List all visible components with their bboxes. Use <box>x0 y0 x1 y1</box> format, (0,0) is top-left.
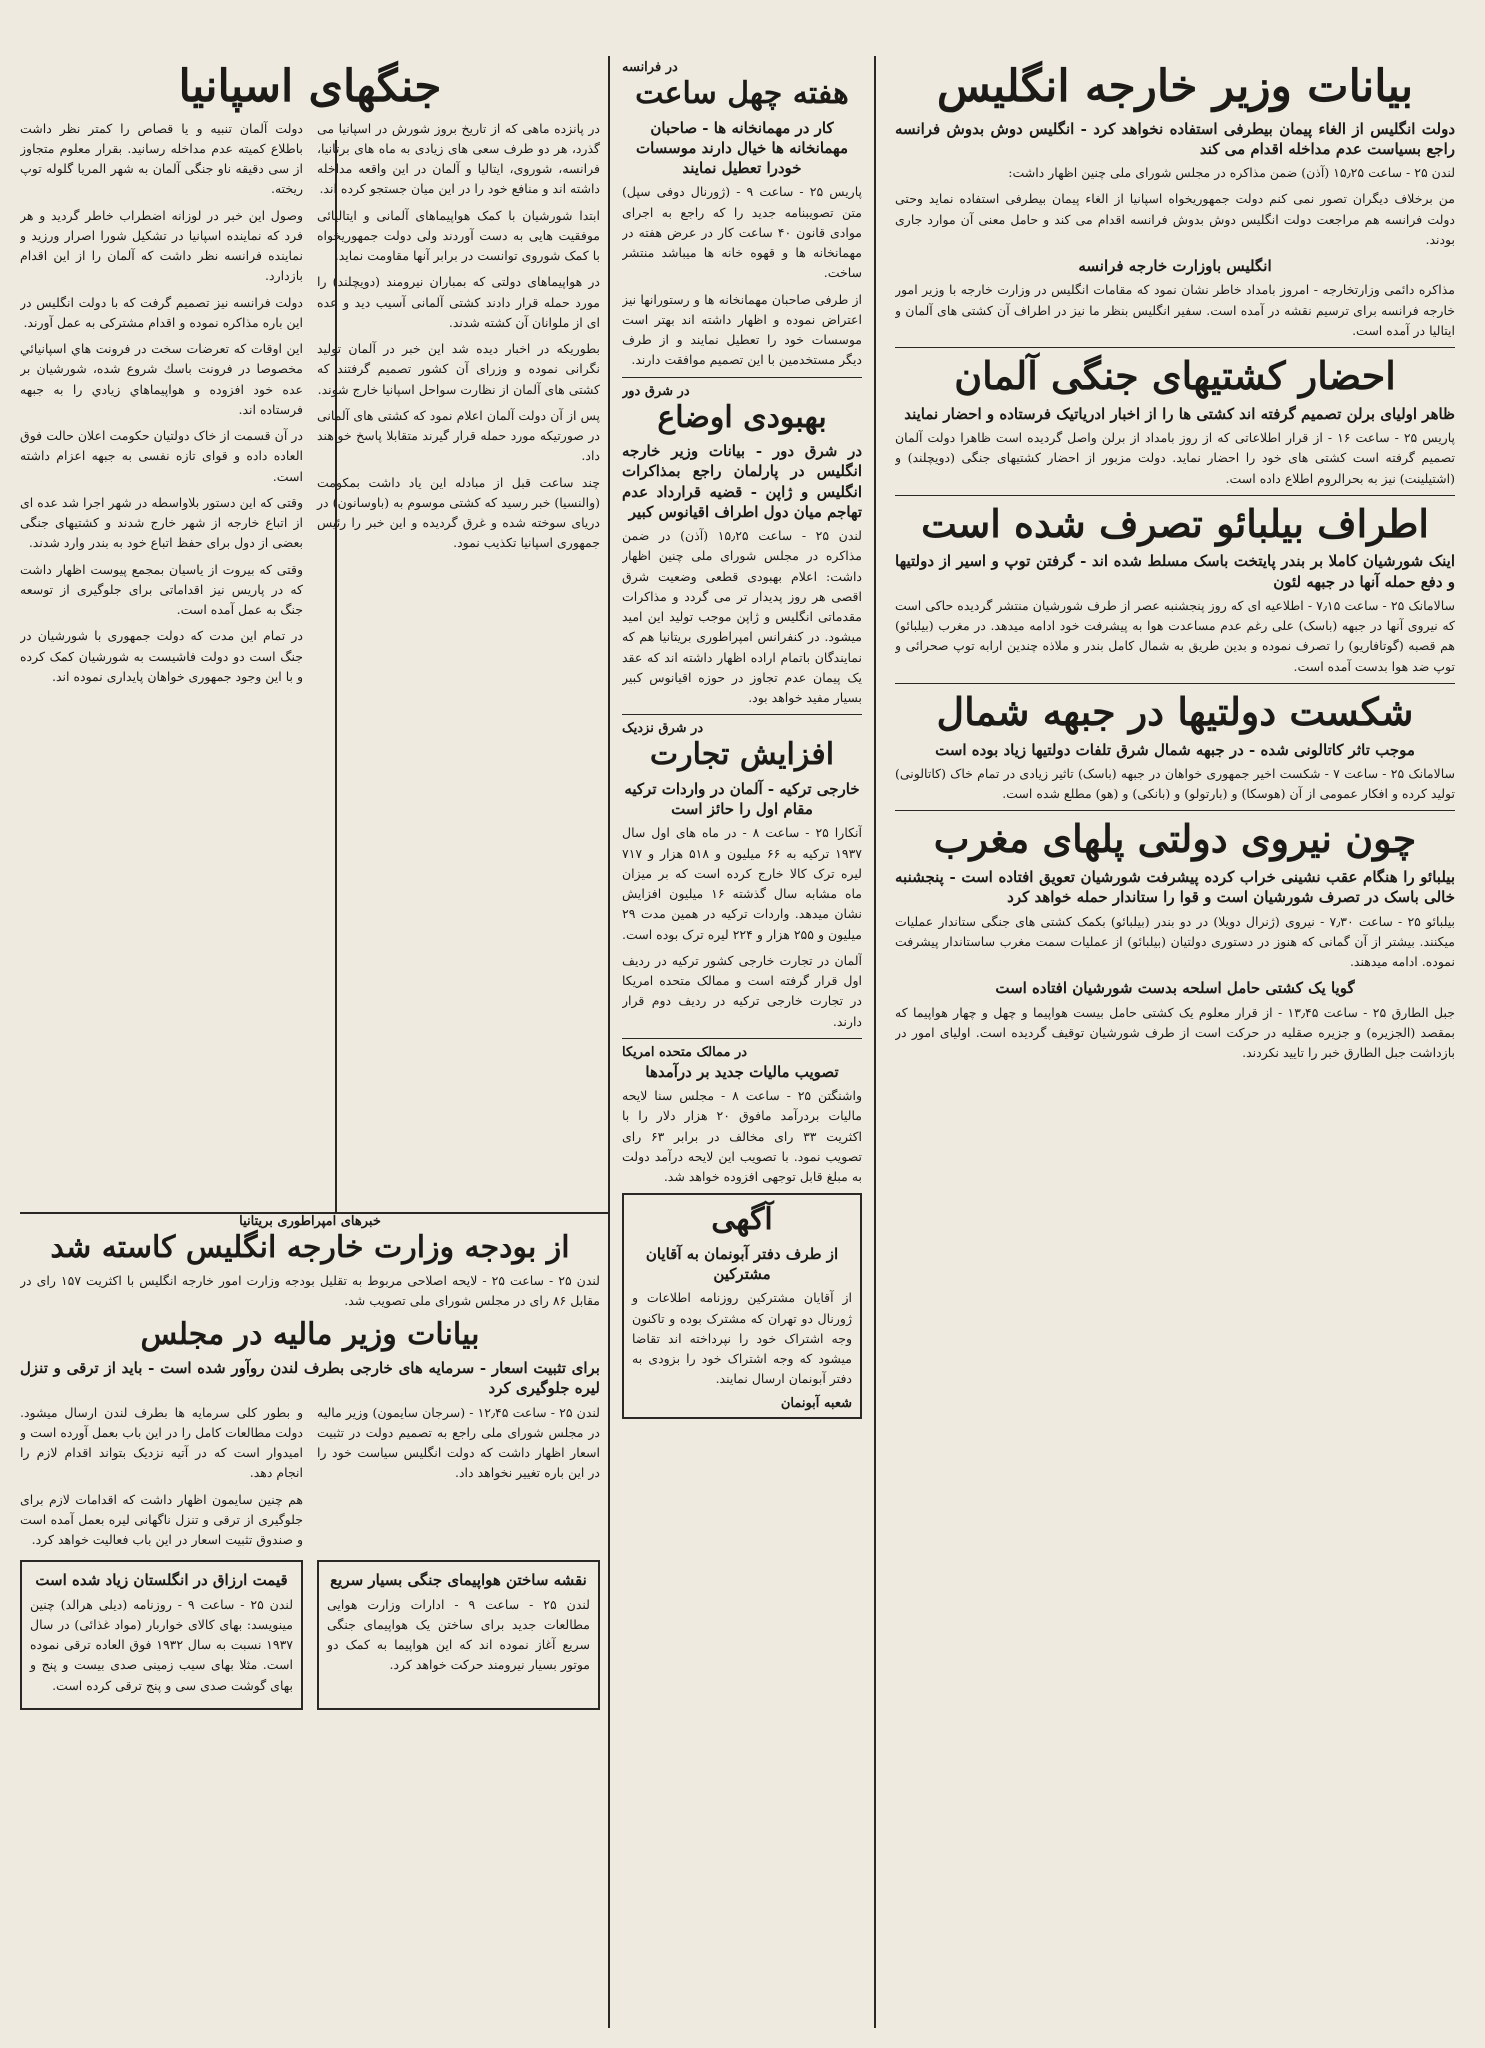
article-paragraph: لندن ۲۵ - ساعت ۱۵٫۲۵ (آذن) ضمن مذاکره در مجلس شورای ملی چنین اظهار داشت: <box>1008 165 1455 181</box>
finance-body <box>20 1403 600 1557</box>
article-paragraph: وقتی که این دستور بلاواسطه در شهر اجرا شد عده ای از اتباع خارجه از شهر خارج شدند و کشتیهای جنگی بعضی از دول برای حفظ اتباع خود به بندر وارد شدند. <box>20 494 303 551</box>
headline-improvement: بهبودی اوضاع <box>657 399 827 435</box>
spanish-wars-subcol-right <box>317 119 600 1174</box>
subhead-foreign-minister: دولت انگلیس از الغاء پیمان بیطرفی استفاده نخواهد کرد - انگلیس دوش بدوش فرانسه راجع بسیاست عدم مداخله اقدام می کند <box>895 119 1455 158</box>
subhead-forty-hours: کار در مهمانخانه ها - صاحبان مهمانخانه ها خیال دارند موسسات خودرا تعطیل نمایند <box>635 118 849 177</box>
article-paragraph: در هواپیماهای دولتی که بمباران نیرومند (دویچلند) را مورد حمله قرار دادند کشتی آلمانی آسیب دید و عده ای از ملوانان آن کشته شدند. <box>317 274 600 330</box>
bottom-boxes <box>20 1556 600 1714</box>
headline-income-tax: تصویب مالیات جدید بر درآمدها <box>645 1062 839 1081</box>
divider <box>622 714 862 715</box>
article-paragraph: در پانزده ماهی که از تاریخ بروز شورش در اسپانیا می گذرد، هر دو طرف سعی های زیادی به ماه های برتانیا، فرانسه، شوروی، ایتالیا و آلمان در این واقعه مداخله داشته اند و منافع خود را در این میان جستجو کرده اند. <box>317 120 600 197</box>
divider <box>622 377 862 378</box>
headline-spanish-wars: جنگهای اسپانیا <box>178 61 442 112</box>
article-paragraph: وقتی که بیروت از یاسیان بمجمع پیوست اظهار داشت که در پاریس نیز اقداماتی برای جلوگیری از توسعه جنگ به عمل آمده است. <box>20 561 303 618</box>
column-middle <box>622 60 862 2025</box>
article-paragraph: در تمام این مدت که دولت جمهوری با شورشیان در جنگ است دو دولت فاشیست به شورشیان کمک کرده و با این وجود جمهوری خواهان پایداری نموده اند. <box>20 628 303 684</box>
article-paragraph: سالامانک ۲۵ - ساعت ۷٫۱۵ - اطلاعیه ای که روز پنجشنبه عصر از طرف شورشیان منتشر گردیده حاکی است که نیروی آنها در جبهه (باسک) علی رغم عدم مساعدت هوا به پیشرفت خود ادامه میدهد. در مغرب (بیلبائو) هم قصبه (گوتافاریو) را تصرف نموده و بدین طریق به شمال کامل بندر و ملاذه چندین ارابه توپ صحرائی و توپ ضد هوا بدست آمده است. <box>895 597 1455 674</box>
article-paragraph: پاریس ۲۵ - ساعت ۱۶ - از قرار اطلاعاتی که از روز بامداد از برلن واصل گردیده است ظاهرا دولت آلمان تصمیم گرفته است کشتی های خود را احضار نماید. دولت مزبور از احضار کشتیهای جنگی (دویچلند) و (اشتیلینت) نیز به بحرالروم اطلاع داده است. <box>895 430 1455 486</box>
article-paragraph: دولت فرانسه نیز تصمیم گرفت که با دولت انگلیس در این باره مذاکره نموده و اقدام مشترکی به عمل آورند. <box>20 294 303 330</box>
divider <box>622 1038 862 1039</box>
article-paragraph: من برخلاف دیگران تصور نمی کنم دولت جمهوریخواه اسپانیا از الغاء پیمان بیطرفی استفاده نماید وحتی دولت فرانسه هم مراجعت دولت انگلیس دوش بدوش فرانسه اقدام می کند و حامل معنی آن موارد جاری بودند. <box>895 191 1455 247</box>
spanish-wars-body <box>20 119 600 1174</box>
headline-foreign-minister: بیانات وزیر خارجه انگلیس <box>936 61 1414 112</box>
column-rule-left <box>608 56 610 2028</box>
subhead-improvement: در شرق دور - بیانات وزیر خارجه انگلیس در پارلمان راجع بمذاکرات انگلیس و ژاپن - قضیه قرارداد عدم تهاجم میان دول اطراف اقیانوس کبیر <box>622 442 862 521</box>
divider <box>895 683 1455 684</box>
subhead-north-front: موجب تاثر کاتالونی شده - در جبهه شمال شرق تلفات دولتیها زیاد بوده است <box>935 740 1415 759</box>
article-paragraph: لندن ۲۵ - ساعت ۱۲٫۴۵ - (سرجان سایمون) وزیر مالیه در مجلس شورای ملی راجع به تصمیم دولت در تثبیت اسعار اظهار داشت که دولت انگلیس سیاست خود را در این باره تغییر نخواهد داد. <box>317 1404 600 1481</box>
kicker-far-east: در شرق دور <box>622 383 690 399</box>
article-paragraph: پس از آن دولت آلمان اعلام نمود که کشتی های آلمانی در صورتیکه مورد حمله قرار گیرند متقابلا پاسخ خواهند داد. <box>317 407 600 464</box>
article-paragraph: این اوقات که تعرضات سخت در فرونت هاي اسپانيائي مخصوصا در فرونت باسك شروع شده، شورشيان بر عده خود افزوده و هواپيماهاي زيادي را به جبهه فرستاده اند. <box>20 341 303 417</box>
headline-german-warships: احضار کشتیهای جنگی آلمان <box>954 353 1396 399</box>
article-paragraph: در آن قسمت از خاک دولتیان حکومت اعلان حالت فوق العاده داده و قوای تازه نفسی به جبهه اعزام داشته است. <box>20 428 303 484</box>
article-paragraph: سالامانک ۲۵ - ساعت ۷ - شکست اخیر جمهوری خواهان در جبهه (باسک) تاثیر زیادی در تمام خاک (کاتالونی) تولید کرده و افکار عمومی از آن (هوسکا) و (بارتولو) و (بانکی) و (هو) مطلع شده است. <box>895 765 1455 802</box>
subhead-bridges: بیلبائو را هنگام عقب نشینی خراب کرده پیشرفت شورشیان تعویق افتاده است - پنجشنبه خالی باسک در تصرف شورشیان است و قوا را ستاندار حمله خواهد کرد <box>895 868 1455 907</box>
article-paragraph: دولت آلمان تنبیه و یا قصاص را کمتر نظر داشت باطلاع کمیته عدم مداخله رسانید. بقرار معلوم متجاوز از سی دقیقه ناو جنگی آلمان به شهر المریا گلوله توپ ریخته. <box>20 120 303 197</box>
ad-subtitle: از طرف دفتر آبونمان به آقایان مشترکین <box>645 1244 839 1283</box>
article-paragraph: آنکارا ۲۵ - ساعت ۸ - در ماه های اول سال ۱۹۳۷ ترکیه به ۶۶ میلیون و ۵۱۸ هزار و ۷۱۷ لیره ترک کالا خارج کرده است که بر میزان ماه مشابه سال گذشته ۱۶ میلیون افزایش نشان میدهد. واردات ترکیه در همین مدت ۲۹ میلیون و ۲۵۵ هزار و ۲۲۴ لیره ترک بوده است. <box>622 825 862 942</box>
box-aircraft <box>317 1560 600 1710</box>
advertisement-box <box>622 1193 862 1418</box>
subhead-france-talks: انگلیس باوزارت خارجه فرانسه <box>1078 257 1272 276</box>
article-paragraph: لندن ۲۵ - ساعت ۲۵ - لایحه اصلاحی مربوط به تقلیل بودجه وزارت امور خارجه انگلیس با اکثریت ۱۵۷ رای در مقابل ۸۶ رای در مجلس شورای ملی تصویب شد. <box>20 1273 600 1309</box>
article-paragraph: وصول این خبر در لوزانه اضطراب خاطر گردید و هر فرد که نماینده اسپانیا در تشکیل شورا اصرار ورزید و نماینده فرانسه نظر داشت که آلمان را از این اقدام بازدارد. <box>20 207 303 284</box>
article-paragraph: آلمان در تجارت خارجی کشور ترکیه در ردیف اول قرار گرفته است و ممالک متحده امریکا در تجارت خارجی ترکیه در ردیف دوم قرار دارند. <box>622 952 862 1029</box>
article-paragraph: از طرفی صاحبان مهمانخانه ها و رستورانها نیز اعتراض نموده و اظهار داشته اند بهتر است موسسات خود را تعطیل نمایند و از طرف دیگر مستخدمین با این تصمیم موافقت دارند. <box>622 291 862 368</box>
article-paragraph: مذاکره دائمی وزارتخارجه - امروز بامداد خاطر نشان نمود که مقامات انگلیس در وزارت خارجه با وزیر امور خارجه فرانسه برای ترسیم نقشه در آمده است. سفیر انگلیس بنظر ما نیز در اطراف آن کشتی های آلمان و ایتالیا در آمده است. <box>895 282 1455 338</box>
divider <box>895 810 1455 811</box>
kicker-british-empire: خبرهای امپراطوری بریتانیا <box>239 1213 381 1229</box>
headline-finance-minister: بیانات وزیر مالیه در مجلس <box>140 1316 480 1352</box>
headline-north-front: شکست دولتیها در جبهه شمال <box>936 688 1414 734</box>
column-rule-right <box>874 56 876 2028</box>
column-right <box>895 60 1455 2025</box>
article-paragraph: بیلبائو ۲۵ - ساعت ۷٫۳۰ - نیروی (ژنرال دویلا) در دو بندر (بیلبائو) بکمک کشتی های جنگی ستاندار عملیات میکنند. بیشتر از آن گمانی که هنوز در دستوری دولتیان (بیلبائو) از عملیات سمت مغرب ساستاندار پیشرفت نموده. ادامه میدهند. <box>895 913 1455 970</box>
article-paragraph: جبل الطارق ۲۵ - ساعت ۱۳٫۴۵ - از قرار معلوم یک کشتی حامل بیست هواپیما و چهل و چهار هواپیما که بمقصد (الجزیره) و جزیره صقلیه در حرکت است از طرف شورشیان توقیف گردیده است. اولیای امور در بازداشت جبل الطارق خبر را تایید نکردند. <box>895 1004 1455 1061</box>
headline-bilbao: اطراف بیلبائو تصرف شده است <box>921 500 1429 546</box>
headline-forty-hours: هفته چهل ساعت <box>635 76 849 111</box>
article-paragraph: واشنگتن ۲۵ - ساعت ۸ - مجلس سنا لایحه مالیات بردرآمد مافوق ۲۰ هزار دلار را با اکثریت ۳۳ رای مخالف در برابر ۶۳ رای تصویب نمود. با تصویب این لایحه درآمد دولت به مبلغ قابل توجهی افزوده خواهد شد. <box>622 1088 862 1184</box>
british-empire-section <box>20 1214 600 1714</box>
ad-body: از آقایان مشترکین روزنامه اطلاعات و ژورنال دو تهران که مشترک بوده و تاکنون وجه اشتراک خود را نپرداخته اند تقاضا میشود که وجه اشتراک خود را بزودی به دفتر آبونمان ارسال نمایند. <box>632 1290 852 1387</box>
headline-budget: از بودجه وزارت خارجه انگلیس کاسته شد <box>50 1229 570 1265</box>
article-paragraph: چند ساعت قبل از مبادله این یاد داشت بمکومت (والنسیا) خبر رسید که کشتی موسوم به (باوسانون) در دریای سوخته شده و غرق گردیده و این خبر را رئیس جمهوری اسپانیا تکذیب نمود. <box>317 474 600 551</box>
subhead-trade: خارجی ترکیه - آلمان در واردات ترکیه مقام اول را حائز است <box>624 779 860 818</box>
subhead-bilbao: اینک شورشیان کاملا بر بندر پایتخت باسک مسلط شده اند - گرفتن توپ و اسیر از دولتیها و دفع حمله آنها در جبهه لئون <box>895 552 1455 591</box>
article-paragraph: لندن ۲۵ - ساعت ۱۵٫۲۵ (آذن) در ضمن مذاکره در مجلس شورای ملی چنین اظهار داشت: اعلام بهبودی قطعی وضعیت شرق اقصی هر روز پدیدار تر می گردد و مذاکرات مقدماتی انگلیس و ژاپن موجب تولید این امید میشود. در کنفرانس امپراطوری بریتانیا هم که نمایندگان باتمام اراده اظهار داشته اند که عقد یک پیمان عدم تجاوز در حوزه اقیانوس کبیر بسیار مفید خواهد بود. <box>622 528 862 705</box>
box-aircraft-title: نقشه ساختن هواپیمای جنگی بسیار سریع <box>330 1571 587 1590</box>
kicker-france: در فرانسه <box>622 60 678 75</box>
headline-bridges: چون نیروی دولتی پلهای مغرب <box>933 816 1417 862</box>
subhead-arms-ship: گویا یک کشتی حامل اسلحه بدست شورشیان افتاده است <box>995 979 1355 998</box>
box-aircraft-body: لندن ۲۵ - ساعت ۹ - ادارات وزارت هوایی مطالعات جدید برای ساختن یک هواپیمای جنگی سریع آغاز نموده اند که این هواپیما به کمک دو موتور بسیار نیرومند حرکت خواهد کرد. <box>327 1596 590 1673</box>
article-paragraph: پاریس ۲۵ - ساعت ۹ - (ژورنال دوفی سپل) متن تصویبنامه جدید را که راجع به اجرای موادی قانون ۴۰ ساعت کار در عرض هفته در مهمانخانه ها و قهوه خانه ها میباشد منتشر ساخت. <box>622 184 862 281</box>
box-food-prices-title: قیمت ارزاق در انگلستان زیاد شده است <box>35 1571 288 1590</box>
article-paragraph: ابتدا شورشیان با کمک هواپیماهای آلمانی و ایتالیائی موفقیت هایی به دست آوردند ولی دولت جمهوریخواه با کمک شوروی توانست در برابر آنها مقاومت نماید. <box>317 207 600 264</box>
ad-title: آگهی <box>711 1202 773 1238</box>
box-food-prices <box>20 1560 303 1710</box>
finance-subcol-left <box>20 1403 303 1557</box>
headline-trade: افزایش تجارت <box>649 737 835 773</box>
kicker-usa: در ممالک متحده امریکا <box>622 1044 748 1060</box>
column-left <box>20 60 600 2025</box>
article-paragraph: بطوریکه در اخبار دیده شد این خبر در آلمان تولید نگرانی نموده و وزرای آن کشور تصمیم گرفتند که کشتی های آلمان از نظارت سواحل اسپانیا خارج شوند. <box>317 341 600 397</box>
article-paragraph: و بطور کلی سرمایه ها بطرف لندن ارسال میشود. دولت مطالعات کامل را در این باب بعمل آورده است و امیدوار است که در آتیه نزدیک بتواند اقدام لازم را انجام دهد. <box>20 1404 303 1481</box>
ad-signature: شعبه آبونمان <box>780 1395 852 1411</box>
box-food-prices-body: لندن ۲۵ - ساعت ۹ - روزنامه (دیلی هرالد) چنین مینویسد: بهای کالای خواربار (مواد غذائی) در سال ۱۹۳۷ نسبت به سال ۱۹۳۲ فوق العاده ترقی نموده است. مثلا بهای سیب زمینی صدی بیست و پنج و بهای گوشت صدی سی و پنج ترقی کرده است. <box>30 1596 293 1693</box>
divider <box>895 495 1455 496</box>
divider <box>895 347 1455 348</box>
subhead-finance-minister: برای تثبیت اسعار - سرمایه های خارجی بطرف لندن روآور شده است - باید از ترقی و تنزل لیره جلوگیری کرد <box>20 1359 600 1398</box>
kicker-near-east: در شرق نزدیک <box>622 721 704 737</box>
article-paragraph: هم چنین سایمون اظهار داشت که اقدامات لازم برای جلوگیری از ترقی و تنزل ناگهانی لیره بعمل آمده است و صندوق تثبیت اسعار در این باب فعالیت خواهد کرد. <box>20 1491 303 1548</box>
subhead-german-warships: ظاهر اولیای برلن تصمیم گرفته اند کشتی ها را از اخبار ادریاتیک فرستاده و احضار نمایند <box>904 404 1455 423</box>
finance-subcol-right <box>317 1403 600 1557</box>
spanish-wars-subcol-left <box>20 119 303 1174</box>
